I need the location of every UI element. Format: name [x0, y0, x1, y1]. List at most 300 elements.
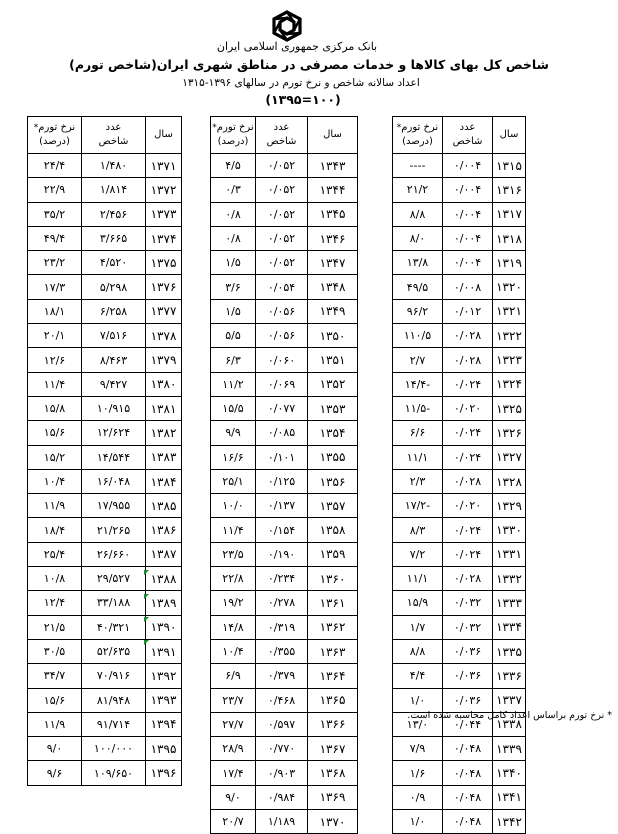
index-cell: ۰/۰۲۴	[443, 518, 493, 542]
index-cell: ۱۰۰/۰۰۰	[82, 737, 146, 761]
year-cell: ۱۳۴۰	[493, 761, 526, 785]
inflation-cell: ۱/۶	[393, 761, 443, 785]
year-cell: ۱۳۴۹	[308, 299, 358, 323]
table-row	[211, 615, 358, 639]
inflation-cell: ۹/۹	[211, 421, 256, 445]
inflation-cell: ۱۵/۸	[28, 396, 82, 420]
table-row	[28, 324, 182, 348]
inflation-cell: ۹/۰	[211, 785, 256, 809]
table-row	[393, 469, 526, 493]
year-cell: ۱۳۷۹	[146, 348, 182, 372]
year-cell: ۱۳۳۵	[493, 639, 526, 663]
year-cell: ۱۳۴۱	[493, 785, 526, 809]
table-row	[28, 567, 182, 591]
inflation-cell: ۱/۷	[393, 615, 443, 639]
year-cell: ۱۳۹۲	[146, 664, 182, 688]
index-cell: ۹/۴۲۷	[82, 372, 146, 396]
index-column-header	[443, 117, 493, 154]
inflation-cell: ۱۰/۸	[28, 567, 82, 591]
year-cell: ۱۳۸۹	[146, 591, 182, 615]
year-cell: ۱۳۶۲	[308, 615, 358, 639]
index-cell: ۰/۰۰۴	[443, 178, 493, 202]
year-cell: ۱۳۲۶	[493, 421, 526, 445]
inflation-cell: ۲۱/۵	[28, 615, 82, 639]
table-row	[28, 542, 182, 566]
index-cell: ۰/۰۳۲	[443, 591, 493, 615]
inflation-cell: ۲۷/۷	[211, 712, 256, 736]
index-cell: ۰/۰۵۲	[256, 178, 308, 202]
inflation-cell: ۱/۵	[211, 299, 256, 323]
year-cell: ۱۳۶۱	[308, 591, 358, 615]
index-cell: ۰/۰۴۸	[443, 810, 493, 834]
year-cell: ۱۳۸۶	[146, 518, 182, 542]
year-cell: ۱۳۴۷	[308, 251, 358, 275]
year-cell: ۱۳۱۸	[493, 226, 526, 250]
inflation-cell: ۱/۵	[211, 251, 256, 275]
year-cell: ۱۳۸۰	[146, 372, 182, 396]
year-cell: ۱۳۷۵	[146, 251, 182, 275]
inflation-cell: ۱۸/۱	[28, 299, 82, 323]
index-cell: ۰/۰۳۶	[443, 688, 493, 712]
inflation-cell: -۱۴/۴	[393, 372, 443, 396]
index-header-line2: شاخص	[452, 136, 483, 147]
index-cell: ۰/۰۲۰	[443, 396, 493, 420]
inflation-cell: ۱۵/۹	[393, 591, 443, 615]
inflation-cell: ۱۰/۴	[28, 469, 82, 493]
index-cell: ۷۰/۹۱۶	[82, 664, 146, 688]
year-cell: ۱۳۲۰	[493, 275, 526, 299]
inflation-cell: ۱۱/۹	[28, 494, 82, 518]
index-cell: ۰/۰۸۵	[256, 421, 308, 445]
table-row	[211, 639, 358, 663]
inflation-cell: ۱۵/۵	[211, 396, 256, 420]
table-row	[28, 445, 182, 469]
year-column-header: سال	[493, 117, 526, 154]
inflation-cell: ۲۵/۱	[211, 469, 256, 493]
inflation-cell: ۱۸/۴	[28, 518, 82, 542]
year-cell: ۱۳۴۳	[308, 154, 358, 178]
index-cell: ۴/۵۲۰	[82, 251, 146, 275]
inflation-cell: ۶/۹	[211, 664, 256, 688]
inflation-cell: ۱۷/۴	[211, 761, 256, 785]
year-cell: ۱۳۲۷	[493, 445, 526, 469]
table-row	[393, 396, 526, 420]
index-cell: ۰/۰۰۸	[443, 275, 493, 299]
index-cell: ۰/۰۵۲	[256, 226, 308, 250]
year-cell: ۱۳۱۷	[493, 202, 526, 226]
index-cell: ۰/۰۶۹	[256, 372, 308, 396]
inflation-cell: ۲۰/۷	[211, 810, 256, 834]
inflation-cell: ۲۳/۷	[211, 688, 256, 712]
index-cell: ۲۶/۶۶۰	[82, 542, 146, 566]
year-cell: ۱۳۷۴	[146, 226, 182, 250]
index-cell: ۰/۱۹۰	[256, 542, 308, 566]
inflation-cell: ۱۱/۹	[28, 712, 82, 736]
year-cell: ۱۳۴۶	[308, 226, 358, 250]
table-row	[211, 154, 358, 178]
table-row	[28, 639, 182, 663]
table-row	[28, 372, 182, 396]
year-cell: ۱۳۹۶	[146, 761, 182, 785]
inflation-cell: ۱۱/۱	[393, 445, 443, 469]
year-cell: ۱۳۹۳	[146, 688, 182, 712]
inflation-header-line1: نرخ تورم	[38, 122, 76, 133]
inflation-cell: ۱۳/۰	[393, 712, 443, 736]
table-row	[211, 810, 358, 834]
inflation-cell: ۱۱۰/۵	[393, 324, 443, 348]
year-cell: ۱۳۹۰	[146, 615, 182, 639]
inflation-column-header	[393, 117, 443, 154]
year-cell: ۱۳۴۸	[308, 275, 358, 299]
index-cell: ۱۷/۹۵۵	[82, 494, 146, 518]
inflation-cell: ۵/۵	[211, 324, 256, 348]
cell-comment-marker	[144, 640, 149, 645]
year-cell: ۱۳۵۵	[308, 445, 358, 469]
inflation-cell: ۶/۶	[393, 421, 443, 445]
year-cell: ۱۳۷۷	[146, 299, 182, 323]
year-cell: ۱۳۸۳	[146, 445, 182, 469]
index-cell: ۶/۲۵۸	[82, 299, 146, 323]
table-row	[211, 591, 358, 615]
index-cell: ۰/۰۴۸	[443, 737, 493, 761]
index-cell: ۰/۰۳۶	[443, 664, 493, 688]
table-row	[28, 275, 182, 299]
index-header-line2: شاخص	[266, 136, 297, 147]
year-column-header: سال	[308, 117, 358, 154]
index-cell: ۰/۱۰۱	[256, 445, 308, 469]
inflation-cell: ۴/۴	[393, 664, 443, 688]
table-row	[393, 761, 526, 785]
year-cell: ۱۳۶۹	[308, 785, 358, 809]
year-cell: ۱۳۶۳	[308, 639, 358, 663]
footnote-star: *	[33, 123, 39, 133]
index-cell: ۰/۰۲۴	[443, 421, 493, 445]
inflation-cell: ۱۵/۶	[28, 688, 82, 712]
inflation-cell: ۲۱/۲	[393, 178, 443, 202]
year-cell: ۱۳۲۳	[493, 348, 526, 372]
table-row	[211, 688, 358, 712]
inflation-cell: ۳/۶	[211, 275, 256, 299]
inflation-cell: ۱۱/۴	[28, 372, 82, 396]
inflation-cell: ۱۱/۱	[393, 567, 443, 591]
index-cell: ۰/۰۵۲	[256, 251, 308, 275]
table-row	[28, 348, 182, 372]
year-cell: ۱۳۵۴	[308, 421, 358, 445]
year-cell: ۱۳۱۹	[493, 251, 526, 275]
inflation-cell: ۸/۸	[393, 639, 443, 663]
table-row	[211, 324, 358, 348]
table-row	[28, 469, 182, 493]
index-cell: ۱۰/۹۱۵	[82, 396, 146, 420]
table-row	[393, 518, 526, 542]
inflation-cell: ۱۵/۲	[28, 445, 82, 469]
year-cell: ۱۳۳۰	[493, 518, 526, 542]
year-cell: ۱۳۹۴	[146, 712, 182, 736]
cell-comment-marker	[144, 617, 149, 622]
inflation-cell: ۱۱/۴	[211, 518, 256, 542]
table-row	[211, 396, 358, 420]
table-header-row	[393, 117, 526, 154]
table-header-row	[28, 117, 182, 154]
table-row	[28, 761, 182, 785]
index-cell: ۰/۱۳۷	[256, 494, 308, 518]
year-cell: ۱۳۳۳	[493, 591, 526, 615]
inflation-cell: ۲/۷	[393, 348, 443, 372]
inflation-cell: ۰/۳	[211, 178, 256, 202]
inflation-cell: ۰/۸	[211, 226, 256, 250]
table-row	[28, 251, 182, 275]
page-subtitle: اعداد سالانه شاخص و نرخ تورم در سالهای ۱۳۹۶-۱۳۱۵	[182, 77, 420, 89]
year-cell: ۱۳۲۵	[493, 396, 526, 420]
index-cell: ۰/۳۵۵	[256, 639, 308, 663]
index-cell: ۰/۵۹۷	[256, 712, 308, 736]
inflation-column-header	[28, 117, 82, 154]
index-cell: ۱۴/۵۴۴	[82, 445, 146, 469]
year-cell: ۱۳۵۱	[308, 348, 358, 372]
year-cell: ۱۳۷۶	[146, 275, 182, 299]
year-cell: ۱۳۶۶	[308, 712, 358, 736]
index-cell: ۰/۰۷۷	[256, 396, 308, 420]
table-row	[211, 226, 358, 250]
table-row	[393, 372, 526, 396]
index-cell: ۰/۳۱۹	[256, 615, 308, 639]
index-cell: ۰/۹۰۳	[256, 761, 308, 785]
year-cell: ۱۳۷۰	[308, 810, 358, 834]
bank-name: بانک مرکزی جمهوری اسلامی ایران	[216, 40, 378, 53]
table-row	[393, 542, 526, 566]
inflation-cell: ۴۹/۵	[393, 275, 443, 299]
inflation-cell: ۱۹/۲	[211, 591, 256, 615]
table-row	[211, 737, 358, 761]
table-row	[393, 664, 526, 688]
table-row	[211, 421, 358, 445]
inflation-cell: ۳۴/۷	[28, 664, 82, 688]
index-cell: ۰/۷۷۰	[256, 737, 308, 761]
inflation-cell: ۹/۰	[28, 737, 82, 761]
year-cell: ۱۳۴۴	[308, 178, 358, 202]
index-cell: ۰/۱۵۴	[256, 518, 308, 542]
index-cell: ۰/۰۰۴	[443, 154, 493, 178]
year-cell: ۱۳۷۱	[146, 154, 182, 178]
year-cell: ۱۳۵۶	[308, 469, 358, 493]
year-column-header: سال	[146, 117, 182, 154]
year-cell: ۱۳۷۲	[146, 178, 182, 202]
year-cell: ۱۳۴۲	[493, 810, 526, 834]
index-cell: ۰/۰۲۴	[443, 542, 493, 566]
index-table-1343-1370	[210, 116, 358, 834]
year-cell: ۱۳۷۳	[146, 202, 182, 226]
table-body	[211, 154, 358, 834]
table-row	[211, 469, 358, 493]
table-row	[393, 275, 526, 299]
index-cell: ۱۶/۰۴۸	[82, 469, 146, 493]
index-cell: ۰/۰۵۲	[256, 154, 308, 178]
table-row	[28, 178, 182, 202]
index-cell: ۰/۰۲۴	[443, 372, 493, 396]
inflation-cell: ----	[393, 154, 443, 178]
table-row	[211, 518, 358, 542]
inflation-cell: ۱۴/۸	[211, 615, 256, 639]
year-cell: ۱۳۸۲	[146, 421, 182, 445]
inflation-cell: ۱۶/۶	[211, 445, 256, 469]
year-cell: ۱۳۵۸	[308, 518, 358, 542]
table-row	[393, 299, 526, 323]
year-cell: ۱۳۳۲	[493, 567, 526, 591]
table-row	[393, 202, 526, 226]
year-cell: ۱۳۳۱	[493, 542, 526, 566]
index-column-header	[256, 117, 308, 154]
table-row	[28, 518, 182, 542]
inflation-cell: ۱۰/۴	[211, 639, 256, 663]
cell-comment-marker	[144, 594, 149, 599]
year-cell: ۱۳۲۸	[493, 469, 526, 493]
inflation-cell: ۰/۸	[211, 202, 256, 226]
index-cell: ۰/۹۸۴	[256, 785, 308, 809]
table-row	[28, 664, 182, 688]
index-cell: ۰/۰۲۸	[443, 469, 493, 493]
table-row	[211, 348, 358, 372]
year-cell: ۱۳۶۴	[308, 664, 358, 688]
inflation-cell: ۱۳/۸	[393, 251, 443, 275]
inflation-cell: ۲۲/۸	[211, 567, 256, 591]
inflation-cell: ۱۲/۶	[28, 348, 82, 372]
inflation-cell: ۸/۳	[393, 518, 443, 542]
year-cell: ۱۳۵۳	[308, 396, 358, 420]
inflation-cell: ۹/۶	[28, 761, 82, 785]
inflation-header-line2: (درصد)	[217, 136, 249, 147]
table-row	[393, 324, 526, 348]
index-cell: ۹۱/۷۱۴	[82, 712, 146, 736]
index-cell: ۳۳/۱۸۸	[82, 591, 146, 615]
index-cell: ۱۲/۶۲۴	[82, 421, 146, 445]
table-row	[393, 810, 526, 834]
table-row	[393, 494, 526, 518]
index-header-line1: عدد	[273, 122, 290, 133]
year-cell: ۱۳۳۶	[493, 664, 526, 688]
index-cell: ۰/۰۵۶	[256, 299, 308, 323]
index-table-1315-1342	[392, 116, 526, 834]
inflation-cell: ۲۸/۹	[211, 737, 256, 761]
index-cell: ۱۰۹/۶۵۰	[82, 761, 146, 785]
inflation-cell: ۱/۰	[393, 810, 443, 834]
year-cell: ۱۳۸۷	[146, 542, 182, 566]
index-cell: ۰/۰۳۶	[443, 639, 493, 663]
table-row	[393, 737, 526, 761]
inflation-cell: ۲۵/۴	[28, 542, 82, 566]
index-cell: ۰/۴۶۸	[256, 688, 308, 712]
page-title: شاخص کل بهای کالاها و خدمات مصرفی در مناطق شهری ایران(شاخص تورم)	[69, 57, 549, 72]
table-row	[28, 299, 182, 323]
year-cell: ۱۳۲۱	[493, 299, 526, 323]
year-cell: ۱۳۴۵	[308, 202, 358, 226]
inflation-cell: ۳۵/۲	[28, 202, 82, 226]
table-row	[211, 202, 358, 226]
index-cell: ۵۲/۶۳۵	[82, 639, 146, 663]
index-cell: ۰/۲۷۸	[256, 591, 308, 615]
cell-comment-marker	[144, 570, 149, 575]
inflation-cell: ۴۹/۴	[28, 226, 82, 250]
year-cell: ۱۳۱۵	[493, 154, 526, 178]
index-cell: ۰/۰۰۴	[443, 251, 493, 275]
year-cell: ۱۳۸۵	[146, 494, 182, 518]
index-cell: ۰/۰۴۴	[443, 712, 493, 736]
inflation-cell: ۱۷/۳	[28, 275, 82, 299]
inflation-cell: ۷/۲	[393, 542, 443, 566]
table-row	[211, 761, 358, 785]
table-row	[393, 421, 526, 445]
index-cell: ۵/۲۹۸	[82, 275, 146, 299]
table-row	[211, 567, 358, 591]
year-cell: ۱۳۹۱	[146, 639, 182, 663]
inflation-cell: ۶/۳	[211, 348, 256, 372]
index-header-line1: عدد	[459, 122, 476, 133]
table-row	[28, 494, 182, 518]
table-row	[211, 785, 358, 809]
table-row	[393, 154, 526, 178]
inflation-cell: ۲۰/۱	[28, 324, 82, 348]
table-row	[28, 226, 182, 250]
year-cell: ۱۳۱۶	[493, 178, 526, 202]
inflation-cell: ۸/۰	[393, 226, 443, 250]
year-cell: ۱۳۵۹	[308, 542, 358, 566]
index-cell: ۰/۰۴۸	[443, 761, 493, 785]
inflation-cell: ۷/۹	[393, 737, 443, 761]
index-cell: ۰/۳۷۹	[256, 664, 308, 688]
table-row	[28, 202, 182, 226]
year-cell: ۱۳۶۰	[308, 567, 358, 591]
index-cell: ۰/۰۰۴	[443, 226, 493, 250]
inflation-header-line1: نرخ تورم	[216, 122, 254, 133]
table-row	[393, 226, 526, 250]
year-cell: ۱۳۵۰	[308, 324, 358, 348]
index-cell: ۰/۰۳۲	[443, 615, 493, 639]
inflation-cell: ۲/۳	[393, 469, 443, 493]
year-cell: ۱۳۸۸	[146, 567, 182, 591]
index-cell: ۰/۰۱۲	[443, 299, 493, 323]
index-cell: ۰/۰۶۰	[256, 348, 308, 372]
inflation-cell: ۲۲/۹	[28, 178, 82, 202]
year-cell: ۱۳۵۷	[308, 494, 358, 518]
index-cell: ۷/۵۱۶	[82, 324, 146, 348]
year-cell: ۱۳۳۴	[493, 615, 526, 639]
table-row	[28, 154, 182, 178]
inflation-cell: ۲۴/۴	[28, 154, 82, 178]
base-year-note: (۱۰۰=۱۳۹۵)	[265, 92, 341, 107]
table-row	[393, 688, 526, 712]
table-row	[393, 445, 526, 469]
year-cell: ۱۳۶۷	[308, 737, 358, 761]
table-body	[28, 154, 182, 786]
table-row	[211, 445, 358, 469]
index-cell: ۰/۲۳۴	[256, 567, 308, 591]
inflation-cell: ۱۲/۴	[28, 591, 82, 615]
index-header-line1: عدد	[105, 122, 122, 133]
year-cell: ۱۳۹۵	[146, 737, 182, 761]
table-row	[393, 639, 526, 663]
table-row	[211, 275, 358, 299]
footnote-star: *	[396, 123, 402, 133]
index-cell: ۸/۴۶۳	[82, 348, 146, 372]
table-row	[28, 396, 182, 420]
index-cell: ۰/۰۵۴	[256, 275, 308, 299]
table-row	[393, 178, 526, 202]
table-row	[393, 251, 526, 275]
table-row	[211, 542, 358, 566]
index-cell: ۱/۱۸۹	[256, 810, 308, 834]
inflation-cell: -۱۷/۲	[393, 494, 443, 518]
table-row	[393, 567, 526, 591]
year-cell: ۱۳۸۴	[146, 469, 182, 493]
